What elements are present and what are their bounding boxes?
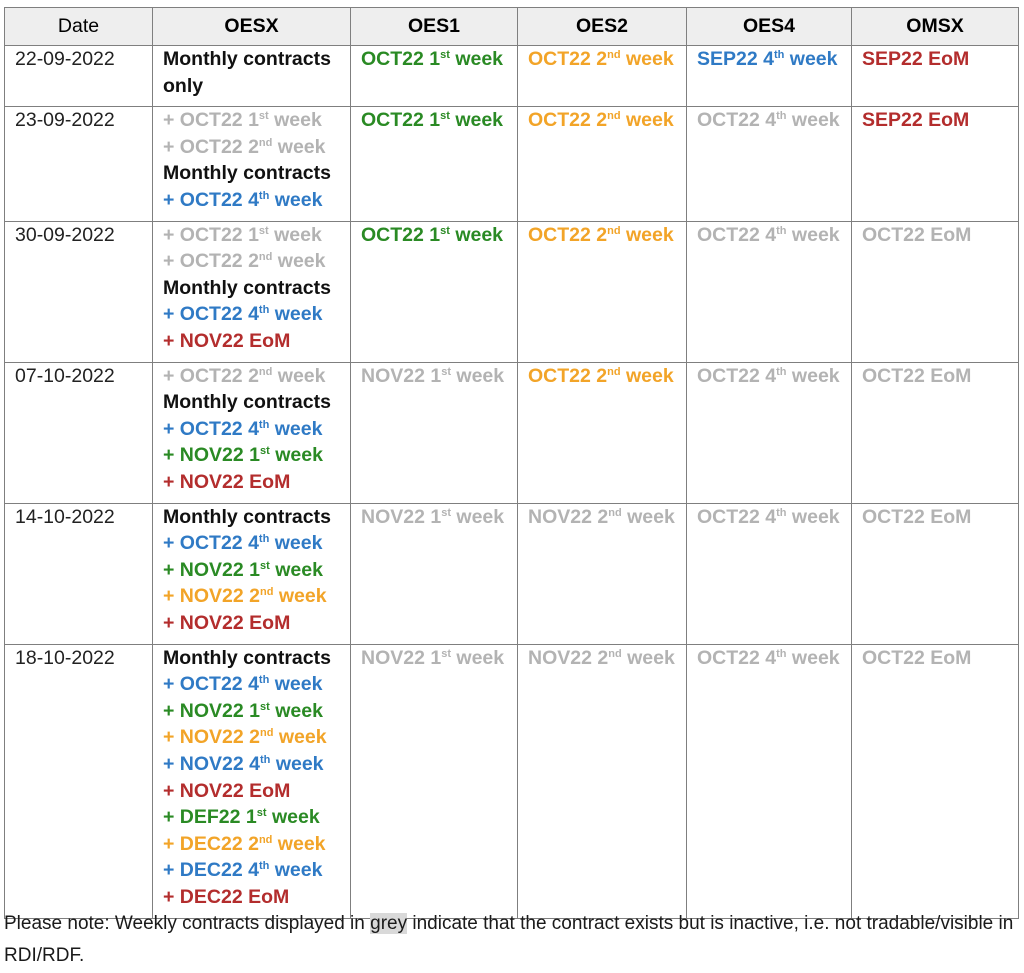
footnote-grey-highlight: grey	[370, 913, 408, 934]
oes2-cell	[518, 362, 687, 503]
contract-week-word: week	[269, 673, 323, 696]
contract-week-word: week	[620, 364, 674, 387]
omsx-cell	[852, 107, 1019, 221]
contract-entry	[163, 160, 340, 187]
oes4-cell	[687, 221, 852, 362]
contract-entry	[163, 645, 340, 672]
date-cell: 07-10-2022	[5, 362, 153, 503]
oesx-cell	[153, 362, 351, 503]
contract-label: + NOV22 2	[163, 726, 261, 749]
contract-entry	[697, 107, 841, 134]
table-row	[5, 107, 1019, 221]
oes1-cell	[351, 221, 518, 362]
contract-entry	[862, 222, 1008, 249]
contract-entry	[163, 530, 340, 557]
contract-entry	[697, 363, 841, 390]
contract-label: NOV22 1	[361, 505, 442, 528]
ordinal-suffix: nd	[608, 506, 622, 519]
oes1-cell	[351, 46, 518, 107]
contract-label: Monthly contracts	[163, 646, 331, 669]
header-row	[5, 8, 1019, 46]
contract-label: + NOV22 1	[163, 558, 261, 581]
contract-label: + NOV22 2	[163, 585, 261, 608]
contract-label: OCT22 4	[697, 364, 777, 387]
contract-week-word: week	[620, 48, 674, 70]
contract-entry	[528, 363, 676, 390]
ordinal-suffix: nd	[258, 833, 273, 846]
contract-entry	[163, 724, 340, 751]
contract-label: + OCT22 4	[163, 532, 259, 555]
ordinal-suffix: th	[773, 49, 785, 61]
contract-week-word: week	[272, 364, 326, 387]
contract-label: + OCT22 4	[163, 303, 259, 326]
contract-entry	[862, 46, 1008, 73]
contract-entry	[361, 107, 507, 134]
ordinal-suffix: th	[776, 647, 787, 660]
contract-week-word: week	[272, 135, 326, 158]
contract-label: + NOV22 EoM	[163, 779, 291, 802]
contract-entry	[862, 645, 1008, 672]
contract-entry	[163, 751, 340, 778]
ordinal-suffix: st	[256, 807, 267, 820]
contract-week-word: week	[273, 585, 327, 608]
contract-week-word: week	[451, 505, 505, 528]
contract-label: + DEF22 1	[163, 806, 257, 829]
contract-week-word: week	[786, 223, 840, 246]
contract-label: OCT22 EoM	[862, 646, 972, 669]
contract-entry	[163, 275, 340, 302]
footnote	[4, 908, 1014, 972]
header-omsx: OMSX	[852, 8, 1019, 46]
contract-label: OCT22 2	[528, 364, 608, 387]
contract-label: OCT22 1	[361, 223, 441, 246]
oes4-cell	[687, 644, 852, 918]
contract-entry	[163, 301, 340, 328]
ordinal-suffix: st	[258, 224, 269, 237]
ordinal-suffix: th	[776, 224, 787, 237]
oes4-cell	[687, 362, 852, 503]
oes2-cell	[518, 503, 687, 644]
contract-week-word: week	[269, 444, 323, 467]
contract-week-word: week	[269, 699, 323, 722]
ordinal-suffix: th	[258, 674, 270, 687]
contract-label: + NOV22 1	[163, 444, 261, 467]
contract-week-word: week	[269, 188, 323, 211]
contract-label: OCT22 1	[361, 48, 441, 70]
table-row	[5, 46, 1019, 107]
contract-label: + NOV22 EoM	[163, 329, 291, 352]
contract-label: NOV22 1	[361, 646, 442, 669]
contract-week-word: week	[269, 303, 323, 326]
contract-week-word: week	[621, 505, 675, 528]
contract-entry	[163, 389, 340, 416]
contract-week-word: week	[273, 726, 327, 749]
ordinal-suffix: th	[776, 110, 787, 123]
contract-label: NOV22 1	[361, 364, 442, 387]
contract-label: + DEC22 2	[163, 832, 259, 855]
contract-entry	[361, 222, 507, 249]
ordinal-suffix: st	[440, 110, 450, 123]
contract-week-word: week	[268, 109, 322, 132]
contract-label: + OCT22 2	[163, 250, 259, 273]
ordinal-suffix: th	[258, 533, 270, 546]
contract-week-word: week	[784, 48, 838, 70]
contract-week-word: week	[270, 752, 324, 775]
contract-week-word: week	[786, 505, 840, 528]
contract-entry	[697, 645, 841, 672]
contract-label: Monthly contracts	[163, 505, 331, 528]
contract-entry	[163, 442, 340, 469]
ordinal-suffix: st	[441, 365, 451, 378]
contract-week-word: week	[269, 859, 323, 882]
contract-entry	[697, 46, 841, 73]
contract-label: OCT22 4	[697, 505, 777, 528]
contract-label: OCT22 EoM	[862, 364, 972, 387]
contract-label: + OCT22 4	[163, 673, 259, 696]
oes2-cell	[518, 107, 687, 221]
contract-entry	[163, 778, 340, 805]
oes4-cell	[687, 107, 852, 221]
ordinal-suffix: nd	[260, 727, 274, 740]
date-cell: 22-09-2022	[5, 46, 153, 107]
contract-week-word: week	[268, 223, 322, 246]
ordinal-suffix: th	[260, 753, 271, 766]
ordinal-suffix: nd	[258, 365, 273, 378]
contract-label: + NOV22 EoM	[163, 470, 291, 493]
ordinal-suffix: nd	[608, 647, 622, 660]
header-oes4: OES4	[687, 8, 852, 46]
oes1-cell	[351, 107, 518, 221]
contracts-table	[4, 7, 1019, 919]
contract-entry	[528, 645, 676, 672]
contract-label: + OCT22 1	[163, 223, 259, 246]
oesx-cell	[153, 503, 351, 644]
contract-label: Monthly contracts	[163, 162, 331, 185]
ordinal-suffix: nd	[607, 365, 621, 378]
contract-label: NOV22 2	[528, 646, 609, 669]
contract-entry	[361, 645, 507, 672]
date-cell: 23-09-2022	[5, 107, 153, 221]
contract-week-word: week	[266, 806, 320, 829]
contract-entry	[163, 504, 340, 531]
contract-week-word: week	[269, 532, 323, 555]
ordinal-suffix: st	[260, 559, 270, 572]
ordinal-suffix: st	[258, 110, 269, 123]
ordinal-suffix: th	[258, 189, 270, 202]
contract-week-word: week	[786, 109, 840, 132]
header-date: Date	[5, 8, 153, 46]
contract-entry	[697, 504, 841, 531]
contract-entry	[528, 504, 676, 531]
contract-label: + DEC22 4	[163, 859, 259, 882]
contract-label: NOV22 2	[528, 505, 609, 528]
contract-entry	[163, 363, 340, 390]
header-oesx: OESX	[153, 8, 351, 46]
contract-entry	[163, 222, 340, 249]
ordinal-suffix: st	[441, 647, 451, 660]
omsx-cell	[852, 362, 1019, 503]
ordinal-suffix: th	[776, 365, 787, 378]
ordinal-suffix: th	[258, 304, 270, 317]
contract-week-word: week	[620, 109, 674, 132]
contract-entry	[528, 222, 676, 249]
ordinal-suffix: nd	[607, 49, 621, 61]
contract-entry	[163, 416, 340, 443]
contract-entry	[163, 804, 340, 831]
ordinal-suffix: st	[440, 224, 450, 237]
contract-label: OCT22 EoM	[862, 223, 972, 246]
table-row	[5, 644, 1019, 918]
contract-entry	[163, 884, 340, 911]
header-oes1: OES1	[351, 8, 518, 46]
oes2-cell	[518, 644, 687, 918]
contract-label: + OCT22 4	[163, 188, 259, 211]
ordinal-suffix: nd	[607, 110, 621, 123]
oesx-cell	[153, 221, 351, 362]
contract-entry	[163, 698, 340, 725]
contract-entry	[528, 46, 676, 73]
footnote-text-start: Please note: Weekly contracts displayed in	[4, 913, 371, 934]
contract-entry	[163, 107, 340, 134]
contract-label: OCT22 2	[528, 223, 608, 246]
oes1-cell	[351, 644, 518, 918]
contract-label: SEP22 EoM	[862, 109, 970, 132]
contract-label: + NOV22 4	[163, 752, 261, 775]
contract-entry	[528, 107, 676, 134]
table-row	[5, 503, 1019, 644]
oes1-cell	[351, 362, 518, 503]
ordinal-suffix: th	[258, 418, 270, 431]
contract-label: SEP22 EoM	[862, 48, 970, 70]
contract-entry	[163, 187, 340, 214]
contract-entry	[163, 610, 340, 637]
date-cell: 30-09-2022	[5, 221, 153, 362]
footnote-text-end: indicate that the contract exists but is inactive, i.e. not tradable/visible in RDI/RDF.	[4, 913, 1014, 966]
contract-label: OCT22 4	[697, 223, 777, 246]
contract-entry	[862, 504, 1008, 531]
ordinal-suffix: nd	[258, 251, 273, 264]
contract-entry	[361, 504, 507, 531]
contract-entry	[163, 857, 340, 884]
contract-week-word: week	[786, 646, 840, 669]
contract-entry	[163, 831, 340, 858]
contract-week-word: week	[621, 646, 675, 669]
contract-entry	[163, 557, 340, 584]
contract-label: OCT22 2	[528, 48, 608, 70]
ordinal-suffix: st	[441, 506, 451, 519]
ordinal-suffix: st	[440, 49, 450, 61]
ordinal-suffix: nd	[258, 136, 273, 149]
contract-entry	[163, 328, 340, 355]
contract-label: + OCT22 2	[163, 135, 259, 158]
contract-week-word: week	[269, 417, 323, 440]
contract-label: SEP22 4	[697, 48, 774, 70]
oes4-cell	[687, 503, 852, 644]
contract-entry	[163, 134, 340, 161]
omsx-cell	[852, 503, 1019, 644]
contract-label: only	[163, 74, 204, 97]
ordinal-suffix: st	[260, 445, 270, 458]
ordinal-suffix: nd	[260, 586, 274, 599]
contract-week-word: week	[272, 832, 326, 855]
omsx-cell	[852, 644, 1019, 918]
oes1-cell	[351, 503, 518, 644]
contract-entry	[163, 248, 340, 275]
contract-week-word: week	[269, 558, 323, 581]
oesx-cell	[153, 46, 351, 107]
contract-label: OCT22 4	[697, 109, 777, 132]
contract-label: Monthly contracts	[163, 276, 331, 299]
contract-label: + DEC22 EoM	[163, 885, 290, 908]
table-body	[5, 46, 1019, 919]
contract-week-word: week	[620, 223, 674, 246]
contract-entry	[361, 363, 507, 390]
contract-label: OCT22 1	[361, 109, 441, 132]
contract-week-word: week	[786, 364, 840, 387]
contract-week-word: week	[449, 48, 504, 70]
omsx-cell	[852, 46, 1019, 107]
ordinal-suffix: th	[258, 860, 270, 873]
oesx-cell	[153, 644, 351, 918]
table-row	[5, 221, 1019, 362]
table-header	[5, 8, 1019, 46]
header-oes2: OES2	[518, 8, 687, 46]
contract-entry	[697, 222, 841, 249]
contract-entry	[163, 671, 340, 698]
oes2-cell	[518, 221, 687, 362]
contract-label: OCT22 2	[528, 109, 608, 132]
contract-label: Monthly contracts	[163, 48, 331, 70]
contract-entry	[163, 46, 340, 73]
contract-label: + OCT22 2	[163, 364, 259, 387]
contract-entry	[163, 73, 340, 100]
oesx-cell	[153, 107, 351, 221]
contract-entry	[862, 363, 1008, 390]
omsx-cell	[852, 221, 1019, 362]
contract-label: Monthly contracts	[163, 391, 331, 414]
contract-label: OCT22 EoM	[862, 505, 972, 528]
contract-label: OCT22 4	[697, 646, 777, 669]
table-row	[5, 362, 1019, 503]
contract-week-word: week	[272, 250, 326, 273]
contract-entry	[862, 107, 1008, 134]
contract-week-word: week	[451, 646, 505, 669]
contract-week-word: week	[451, 364, 505, 387]
contract-label: + NOV22 1	[163, 699, 261, 722]
contract-label: + NOV22 EoM	[163, 611, 291, 634]
date-cell: 14-10-2022	[5, 503, 153, 644]
contract-label: + OCT22 4	[163, 417, 259, 440]
oes2-cell	[518, 46, 687, 107]
ordinal-suffix: nd	[607, 224, 621, 237]
contract-entry	[361, 46, 507, 73]
oes4-cell	[687, 46, 852, 107]
ordinal-suffix: st	[260, 700, 270, 713]
contract-entry	[163, 583, 340, 610]
date-cell: 18-10-2022	[5, 644, 153, 918]
contract-week-word: week	[449, 223, 504, 246]
contract-week-word: week	[449, 109, 504, 132]
contract-label: + OCT22 1	[163, 109, 259, 132]
ordinal-suffix: th	[776, 506, 787, 519]
contract-entry	[163, 469, 340, 496]
